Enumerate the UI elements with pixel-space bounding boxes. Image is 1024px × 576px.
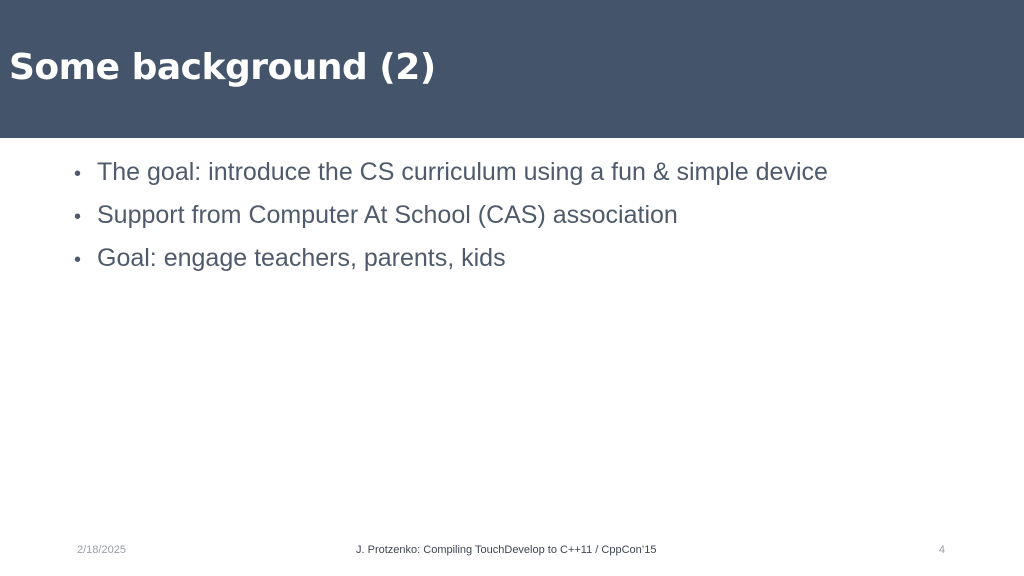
footer-text: J. Protzenko: Compiling TouchDevelop to C++11 / CppCon’15	[356, 544, 657, 556]
bullet-text: Support from Computer At School (CAS) association	[97, 201, 678, 229]
page-number: 4	[938, 544, 945, 556]
bullet-item	[74, 195, 828, 238]
bullet-icon: •	[74, 163, 82, 185]
bullet-icon: •	[74, 249, 82, 271]
footer-date: 2/18/2025	[77, 544, 126, 556]
bullet-text: The goal: introduce the CS curriculum using a fun & simple device	[97, 158, 828, 186]
bullet-icon: •	[74, 206, 82, 228]
title-bar	[0, 0, 1024, 138]
slide-title: Some background (2)	[9, 47, 436, 88]
bullet-item	[74, 238, 828, 281]
bullet-text: Goal: engage teachers, parents, kids	[97, 244, 506, 272]
bullet-item	[74, 152, 828, 195]
bullet-list	[74, 152, 828, 281]
